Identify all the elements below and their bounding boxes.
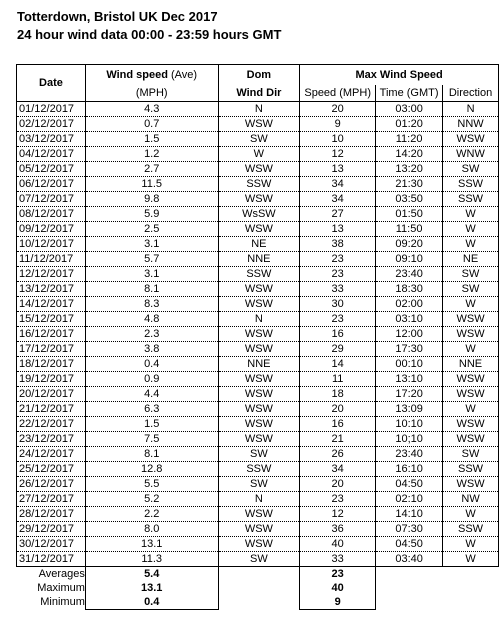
cell-dom-dir: WSW [218, 192, 300, 207]
summary-max-speed: 9 [300, 595, 376, 610]
cell-dom-dir: W [218, 147, 300, 162]
cell-dom-dir: NNE [218, 357, 300, 372]
cell-date: 15/12/2017 [17, 312, 86, 327]
table-row [17, 312, 499, 327]
cell-avg-speed: 4.3 [85, 102, 218, 117]
cell-date: 26/12/2017 [17, 477, 86, 492]
report-subtitle: 24 hour wind data 00:00 - 23:59 hours GMT [17, 27, 282, 42]
summary-row [17, 567, 499, 582]
cell-date: 03/12/2017 [17, 132, 86, 147]
cell-date: 24/12/2017 [17, 447, 86, 462]
table-row [17, 192, 499, 207]
cell-date: 02/12/2017 [17, 117, 86, 132]
table-row [17, 282, 499, 297]
cell-date: 04/12/2017 [17, 147, 86, 162]
summary-avg-speed: 13.1 [85, 581, 218, 595]
table-row [17, 537, 499, 552]
cell-direction: NNW [443, 117, 499, 132]
summary-empty [443, 581, 499, 595]
cell-time: 01:50 [376, 207, 443, 222]
cell-direction: W [443, 222, 499, 237]
cell-dom-dir: WSW [218, 507, 300, 522]
cell-dom-dir: WSW [218, 222, 300, 237]
summary-max-speed: 40 [300, 581, 376, 595]
cell-dom-dir: WSW [218, 372, 300, 387]
cell-time: 23:40 [376, 267, 443, 282]
cell-avg-speed: 9.8 [85, 192, 218, 207]
cell-avg-speed: 1.5 [85, 132, 218, 147]
cell-avg-speed: 11.3 [85, 552, 218, 567]
cell-avg-speed: 8.1 [85, 282, 218, 297]
cell-date: 20/12/2017 [17, 387, 86, 402]
cell-direction: WSW [443, 417, 499, 432]
cell-direction: SW [443, 267, 499, 282]
header-row-2 [17, 85, 499, 102]
cell-avg-speed: 8.0 [85, 522, 218, 537]
cell-direction: SW [443, 447, 499, 462]
cell-direction: WSW [443, 312, 499, 327]
cell-max-speed: 34 [300, 462, 376, 477]
cell-avg-speed: 5.2 [85, 492, 218, 507]
cell-avg-speed: 5.7 [85, 252, 218, 267]
summary-empty [218, 595, 300, 610]
table-row [17, 252, 499, 267]
cell-avg-speed: 1.2 [85, 147, 218, 162]
table-row [17, 267, 499, 282]
cell-avg-speed: 4.4 [85, 387, 218, 402]
cell-date: 21/12/2017 [17, 402, 86, 417]
table-row [17, 417, 499, 432]
cell-direction: W [443, 342, 499, 357]
cell-date: 25/12/2017 [17, 462, 86, 477]
cell-dom-dir: WSW [218, 342, 300, 357]
cell-dom-dir: SW [218, 447, 300, 462]
cell-time: 04:50 [376, 537, 443, 552]
table-row [17, 492, 499, 507]
cell-date: 09/12/2017 [17, 222, 86, 237]
header-wind-speed [85, 65, 218, 86]
cell-time: 18:30 [376, 282, 443, 297]
cell-dom-dir: WSW [218, 327, 300, 342]
cell-time: 03:10 [376, 312, 443, 327]
summary-label: Averages [38, 568, 85, 580]
cell-direction: N [443, 102, 499, 117]
cell-time: 10;10 [376, 432, 443, 447]
cell-avg-speed: 12.8 [85, 462, 218, 477]
cell-date: 29/12/2017 [17, 522, 86, 537]
cell-max-speed: 34 [300, 177, 376, 192]
table-row [17, 237, 499, 252]
cell-time: 12:00 [376, 327, 443, 342]
cell-time: 01:20 [376, 117, 443, 132]
cell-dom-dir: SW [218, 552, 300, 567]
cell-direction: W [443, 402, 499, 417]
cell-max-speed: 38 [300, 237, 376, 252]
cell-max-speed: 40 [300, 537, 376, 552]
table-row [17, 402, 499, 417]
cell-time: 03:50 [376, 192, 443, 207]
table-row [17, 462, 499, 477]
cell-avg-speed: 8.3 [85, 297, 218, 312]
cell-time: 23:40 [376, 447, 443, 462]
cell-dom-dir: WSW [218, 417, 300, 432]
cell-avg-speed: 5.5 [85, 477, 218, 492]
summary-label: Minimum [40, 596, 85, 609]
header-speed-mph: Speed (MPH) [300, 85, 376, 102]
cell-direction: W [443, 207, 499, 222]
summary-empty [376, 567, 443, 582]
table-row [17, 357, 499, 372]
cell-direction: SSW [443, 177, 499, 192]
cell-max-speed: 21 [300, 432, 376, 447]
cell-time: 00:10 [376, 357, 443, 372]
cell-max-speed: 13 [300, 162, 376, 177]
cell-date: 23/12/2017 [17, 432, 86, 447]
header-dom-line2: Wind Dir [218, 85, 300, 102]
cell-date: 14/12/2017 [17, 297, 86, 312]
cell-max-speed: 12 [300, 147, 376, 162]
cell-time: 04:50 [376, 477, 443, 492]
cell-date: 13/12/2017 [17, 282, 86, 297]
cell-max-speed: 12 [300, 507, 376, 522]
summary-empty [443, 595, 499, 610]
cell-direction: NNE [443, 357, 499, 372]
cell-avg-speed: 2.3 [85, 327, 218, 342]
summary-avg-speed: 0.4 [85, 595, 218, 610]
table-row [17, 342, 499, 357]
cell-avg-speed: 1.5 [85, 417, 218, 432]
cell-max-speed: 16 [300, 417, 376, 432]
cell-dom-dir: WSW [218, 402, 300, 417]
table-row [17, 297, 499, 312]
cell-date: 28/12/2017 [17, 507, 86, 522]
cell-direction: WSW [443, 387, 499, 402]
table-row [17, 162, 499, 177]
cell-date: 22/12/2017 [17, 417, 86, 432]
cell-max-speed: 29 [300, 342, 376, 357]
cell-dom-dir: WSW [218, 537, 300, 552]
cell-max-speed: 16 [300, 327, 376, 342]
cell-direction: SW [443, 162, 499, 177]
cell-direction: WSW [443, 372, 499, 387]
cell-date: 11/12/2017 [17, 252, 86, 267]
table-row [17, 147, 499, 162]
cell-avg-speed: 0.9 [85, 372, 218, 387]
cell-max-speed: 34 [300, 192, 376, 207]
header-max-wind-speed: Max Wind Speed [300, 65, 499, 86]
header-time-gmt: Time (GMT) [376, 85, 443, 102]
cell-date: 05/12/2017 [17, 162, 86, 177]
cell-time: 14:10 [376, 507, 443, 522]
cell-direction: SSW [443, 462, 499, 477]
cell-time: 11:50 [376, 222, 443, 237]
summary-empty [376, 595, 443, 610]
cell-avg-speed: 0.7 [85, 117, 218, 132]
cell-time: 16:10 [376, 462, 443, 477]
table-row [17, 177, 499, 192]
cell-avg-speed: 5.9 [85, 207, 218, 222]
cell-max-speed: 20 [300, 102, 376, 117]
summary-empty [443, 567, 499, 582]
summary-label: Maximum [37, 582, 85, 594]
header-wind-speed-suffix: (Ave) [167, 69, 198, 81]
cell-dom-dir: N [218, 312, 300, 327]
table-row [17, 522, 499, 537]
cell-max-speed: 10 [300, 132, 376, 147]
cell-max-speed: 18 [300, 387, 376, 402]
cell-time: 13:09 [376, 402, 443, 417]
cell-direction: WSW [443, 327, 499, 342]
cell-direction: WNW [443, 147, 499, 162]
report-title: Totterdown, Bristol UK Dec 2017 [17, 9, 218, 24]
cell-dom-dir: SSW [218, 177, 300, 192]
cell-time: 10:10 [376, 417, 443, 432]
table-row [17, 117, 499, 132]
cell-max-speed: 11 [300, 372, 376, 387]
cell-time: 09:20 [376, 237, 443, 252]
cell-direction: SSW [443, 522, 499, 537]
cell-max-speed: 33 [300, 552, 376, 567]
cell-date: 12/12/2017 [17, 267, 86, 282]
summary-row [17, 595, 499, 610]
cell-max-speed: 23 [300, 267, 376, 282]
header-date: Date [17, 65, 86, 102]
cell-direction: W [443, 297, 499, 312]
cell-direction: WSW [443, 477, 499, 492]
cell-max-speed: 13 [300, 222, 376, 237]
cell-date: 01/12/2017 [17, 102, 86, 117]
table-row [17, 477, 499, 492]
cell-dom-dir: WSW [218, 282, 300, 297]
cell-time: 02:10 [376, 492, 443, 507]
cell-direction: W [443, 537, 499, 552]
cell-dom-dir: WSW [218, 117, 300, 132]
cell-avg-speed: 13.1 [85, 537, 218, 552]
cell-max-speed: 30 [300, 297, 376, 312]
cell-avg-speed: 3.1 [85, 237, 218, 252]
cell-time: 17:30 [376, 342, 443, 357]
table-row [17, 372, 499, 387]
cell-dom-dir: N [218, 492, 300, 507]
summary-empty [218, 581, 300, 595]
cell-direction: SW [443, 282, 499, 297]
cell-direction: WSW [443, 432, 499, 447]
cell-direction: NE [443, 252, 499, 267]
table-row [17, 507, 499, 522]
cell-time: 14:20 [376, 147, 443, 162]
cell-avg-speed: 2.5 [85, 222, 218, 237]
cell-time: 03:40 [376, 552, 443, 567]
cell-date: 16/12/2017 [17, 327, 86, 342]
cell-date: 08/12/2017 [17, 207, 86, 222]
summary-max-speed: 23 [300, 567, 376, 582]
cell-date: 19/12/2017 [17, 372, 86, 387]
cell-avg-speed: 0.4 [85, 357, 218, 372]
cell-max-speed: 33 [300, 282, 376, 297]
summary-avg-speed: 5.4 [85, 567, 218, 582]
table-row [17, 387, 499, 402]
table-row [17, 447, 499, 462]
cell-date: 07/12/2017 [17, 192, 86, 207]
cell-date: 17/12/2017 [17, 342, 86, 357]
cell-dom-dir: SSW [218, 267, 300, 282]
summary-empty [218, 567, 300, 582]
cell-max-speed: 26 [300, 447, 376, 462]
cell-avg-speed: 8.1 [85, 447, 218, 462]
cell-max-speed: 14 [300, 357, 376, 372]
cell-dom-dir: N [218, 102, 300, 117]
cell-avg-speed: 3.1 [85, 267, 218, 282]
cell-avg-speed: 6.3 [85, 402, 218, 417]
cell-avg-speed: 3.8 [85, 342, 218, 357]
cell-direction: SSW [443, 192, 499, 207]
cell-dom-dir: WSW [218, 162, 300, 177]
table-row [17, 552, 499, 567]
cell-dom-dir: WsSW [218, 207, 300, 222]
cell-date: 06/12/2017 [17, 177, 86, 192]
table-row [17, 207, 499, 222]
cell-dom-dir: WSW [218, 387, 300, 402]
header-wind-speed-label: Wind speed [106, 69, 168, 81]
cell-time: 21:30 [376, 177, 443, 192]
cell-dom-dir: WSW [218, 432, 300, 447]
cell-time: 02:00 [376, 297, 443, 312]
header-row-1 [17, 65, 499, 86]
summary-empty [376, 581, 443, 595]
cell-avg-speed: 7.5 [85, 432, 218, 447]
cell-dom-dir: SW [218, 132, 300, 147]
table-row [17, 222, 499, 237]
cell-time: 03:00 [376, 102, 443, 117]
header-dom-line1: Dom [218, 65, 300, 86]
cell-dom-dir: SSW [218, 462, 300, 477]
table-row [17, 432, 499, 447]
cell-avg-speed: 2.7 [85, 162, 218, 177]
cell-avg-speed: 11.5 [85, 177, 218, 192]
table-row [17, 132, 499, 147]
cell-date: 31/12/2017 [17, 552, 86, 567]
cell-max-speed: 23 [300, 492, 376, 507]
cell-max-speed: 23 [300, 252, 376, 267]
cell-direction: WSW [443, 132, 499, 147]
cell-dom-dir: NE [218, 237, 300, 252]
header-wind-speed-unit: (MPH) [85, 85, 218, 102]
header-direction: Direction [443, 85, 499, 102]
cell-date: 10/12/2017 [17, 237, 86, 252]
cell-time: 13:10 [376, 372, 443, 387]
cell-dom-dir: WSW [218, 297, 300, 312]
cell-max-speed: 36 [300, 522, 376, 537]
cell-direction: W [443, 552, 499, 567]
cell-direction: NW [443, 492, 499, 507]
cell-date: 18/12/2017 [17, 357, 86, 372]
cell-max-speed: 9 [300, 117, 376, 132]
cell-max-speed: 27 [300, 207, 376, 222]
cell-dom-dir: NNE [218, 252, 300, 267]
wind-data-table [16, 64, 499, 610]
cell-date: 30/12/2017 [17, 537, 86, 552]
cell-max-speed: 23 [300, 312, 376, 327]
cell-date: 27/12/2017 [17, 492, 86, 507]
cell-avg-speed: 4.8 [85, 312, 218, 327]
table-row [17, 102, 499, 117]
cell-dom-dir: SW [218, 477, 300, 492]
cell-dom-dir: WSW [218, 522, 300, 537]
summary-row [17, 581, 499, 595]
cell-avg-speed: 2.2 [85, 507, 218, 522]
cell-time: 17:20 [376, 387, 443, 402]
cell-direction: W [443, 237, 499, 252]
cell-time: 11:20 [376, 132, 443, 147]
cell-direction: W [443, 507, 499, 522]
cell-time: 09:10 [376, 252, 443, 267]
cell-max-speed: 20 [300, 402, 376, 417]
cell-time: 13:20 [376, 162, 443, 177]
cell-max-speed: 20 [300, 477, 376, 492]
table-row [17, 327, 499, 342]
cell-time: 07:30 [376, 522, 443, 537]
